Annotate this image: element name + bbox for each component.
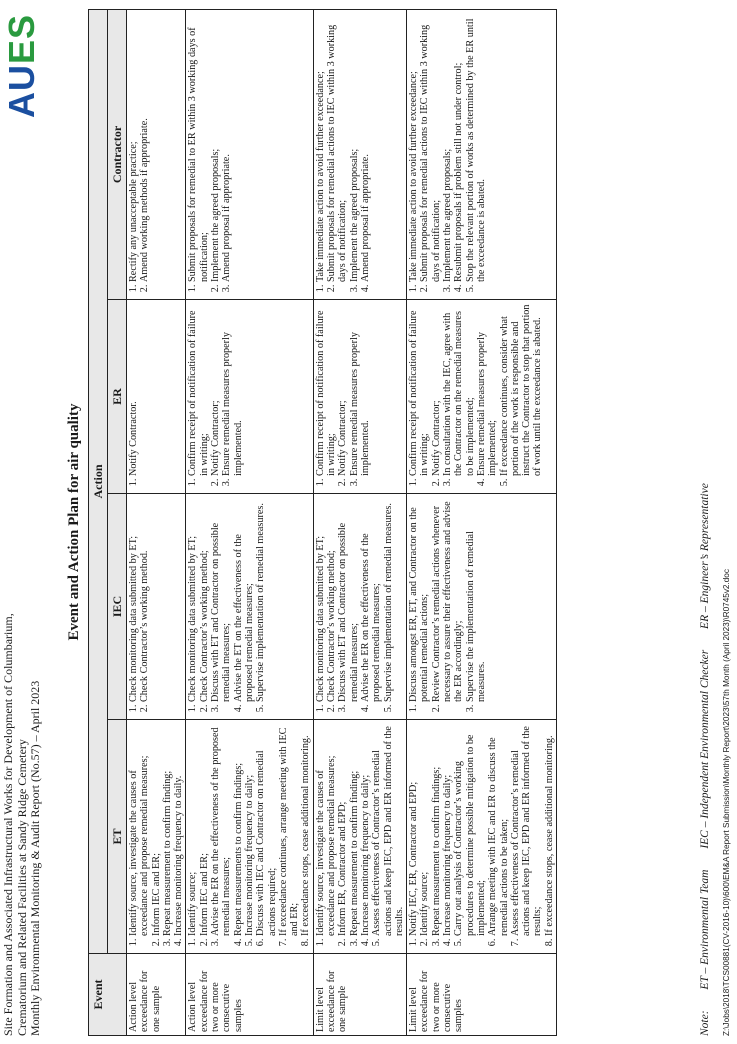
action-item: 1. Identify source, investigate the causes of exceedance and propose remedial measures;	[315, 723, 338, 936]
action-item: 5. Stop the relevant portion of works as determined by the ER until the exceedance is abated.	[465, 13, 488, 282]
action-list	[128, 303, 139, 490]
action-item: 3. Discuss with ET and Contractor on possible remedial measures;	[210, 497, 233, 702]
action-item: 4. Increase monitoring frequency to daily;	[360, 723, 371, 936]
action-item: 3. Implement the agreed proposals;	[442, 13, 453, 282]
er-action-cell	[186, 300, 313, 494]
action-item: 3. Repeat measurement to confirm finding;	[162, 723, 173, 936]
action-item: 5. Supervise implementation of remedial measures.	[383, 497, 394, 702]
contractor-action-cell	[313, 10, 406, 300]
action-item: 6. Arrange meeting with IEC and ER to discuss the remedial actions to be taken;	[487, 723, 510, 936]
event-cell: Action level exceedance for two or more consecutive samples	[186, 954, 313, 1036]
action-item: 2. Check Contractor’s working method;	[199, 497, 210, 702]
er-action-cell	[313, 300, 406, 494]
et-action-cell	[186, 720, 313, 954]
contractor-action-cell	[186, 10, 313, 300]
action-list	[408, 303, 544, 490]
action-item: 2. Inform IEC and ER;	[199, 723, 210, 936]
action-item: 4. Increase monitoring frequency to daily.	[173, 723, 184, 936]
action-item: 3. Repeat measurement to confirm findings;	[431, 723, 442, 936]
action-list	[187, 497, 266, 716]
action-item: 3. Implement the agreed proposals;	[349, 13, 360, 282]
action-item: 2. Inform IEC and ER;	[151, 723, 162, 936]
action-item: 1. Notify IEC, ER, Contractor and EPD;	[408, 723, 419, 936]
action-list	[408, 723, 555, 950]
er-action-cell	[127, 300, 186, 494]
action-item: 4. Increase monitoring frequency to daily;	[442, 723, 453, 936]
event-cell: Limit level exceedance for two or more consecutive samples	[407, 954, 557, 1036]
action-item: 3. Discuss with ET and Contractor on possible remedial measures;	[337, 497, 360, 702]
note-et: ET – Environmental Team	[699, 869, 711, 990]
file-path: Z:\Jobs\2018\TCS00881(CV-2016-10)\600\EM&A Report Submission\Monthly Report\2023\57th Month (April 2023)\R0745v2.doc	[722, 569, 731, 1036]
header-er: ER	[108, 300, 127, 494]
action-item: 8. If exceedance stops, cease additional monitoring.	[544, 723, 555, 936]
action-item: 1. Confirm receipt of notification of failure in writing;	[408, 303, 431, 476]
header-contractor: Contractor	[108, 10, 127, 300]
er-action-cell	[407, 300, 557, 494]
header-line-2: Crematorium and Related Facilities at Sandy Ridge Cemetery	[14, 739, 29, 1036]
action-item: 4. Advise the ER on the effectiveness of the proposed remedial measures;	[360, 497, 383, 702]
action-item: 1. Check monitoring data submitted by ET;	[128, 497, 139, 702]
iec-action-cell	[127, 494, 186, 720]
action-item: 1. Check monitoring data submitted by ET;	[187, 497, 198, 702]
contractor-action-cell	[127, 10, 186, 300]
et-action-cell	[313, 720, 406, 954]
action-item: 2. Review Contractor’s remedial actions whenever necessary to assure their effectiveness and advise the ER accordingly;	[431, 497, 465, 702]
header-et: ET	[108, 720, 127, 954]
action-item: 2. Inform ER, Contractor and EPD;	[337, 723, 348, 936]
note-er: ER – Engineer’s Representative	[699, 483, 711, 629]
header-event: Event	[89, 954, 127, 1036]
note	[699, 465, 711, 1036]
action-item: 5. Assess effectiveness of Contractor’s remedial actions and keep IEC, EPD and ER informed of the results.	[371, 723, 405, 936]
action-item: 2. Check Contractor’s working method.	[139, 497, 150, 702]
action-item: 3. Repeat measurement to confirm finding;	[349, 723, 360, 936]
iec-action-cell	[186, 494, 313, 720]
action-item: 1. Take immediate action to avoid further exceedance;	[315, 13, 326, 282]
action-item: 2. Implement the agreed proposals;	[210, 13, 221, 282]
action-item: 3. Ensure remedial measures properly implemented.	[221, 303, 244, 476]
action-item: 3. Amend proposal if appropriate.	[221, 13, 232, 282]
action-list	[128, 723, 184, 950]
action-item: 2. Notify Contractor;	[210, 303, 221, 476]
action-item: 4. Ensure remedial measures properly implemented;	[476, 303, 499, 476]
action-item: 1. Identify source;	[187, 723, 198, 936]
action-item: 1. Check monitoring data submitted by ET;	[315, 497, 326, 702]
action-item: 5. Carry out analysis of Contractor’s working procedures to determine possible mitigation to be implemented;	[453, 723, 487, 936]
aues-logo: AUES	[1, 14, 42, 119]
action-item: 2. Identify source;	[419, 723, 430, 936]
action-item: 4. Advise the ET on the effectiveness of the proposed remedial measures;	[233, 497, 256, 702]
action-item: 2. Check Contractor’s working method;	[326, 497, 337, 702]
page-title: Event and Action Plan for air quality	[66, 403, 82, 641]
table-row	[186, 10, 313, 1036]
action-item: 5. If exceedance continues, consider what portion of the work is responsible and instruct the Contractor to stop that portion of work until the exceedance is abated.	[499, 303, 544, 476]
iec-action-cell	[313, 494, 406, 720]
header-line-3: Monthly Environmental Monitoring & Audit Report (No.57) – April 2023	[28, 680, 42, 1036]
action-list	[187, 13, 232, 296]
action-list	[187, 303, 243, 490]
document-header	[2, 613, 43, 1036]
action-list	[315, 723, 405, 950]
action-item: 1. Confirm receipt of notification of failure in writing;	[187, 303, 210, 476]
action-item: 2. Notify Contractor;	[431, 303, 442, 476]
action-item: 1. Discuss amongst ER, ET, and Contractor on the potential remedial actions;	[408, 497, 431, 702]
action-list	[128, 497, 151, 716]
action-item: 6. Discuss with IEC and Contractor on remedial actions required;	[255, 723, 278, 936]
action-item: 7. Assess effectiveness of Contractor’s remedial actions and keep IEC, EPD and ER informed of the results;	[510, 723, 544, 936]
contractor-action-cell	[407, 10, 557, 300]
action-item: 2. Amend working methods if appropriate.	[139, 13, 150, 282]
action-item: 4. Resubmit proposals if problem still not under control;	[453, 13, 464, 282]
action-list	[128, 13, 151, 296]
action-item: 1. Confirm receipt of notification of failure in writing;	[315, 303, 338, 476]
action-list	[315, 497, 394, 716]
header-action: Action	[89, 10, 108, 954]
et-action-cell	[127, 720, 186, 954]
action-item: 1. Submit proposals for remedial to ER within 3 working days of notification;	[187, 13, 210, 282]
action-item: 1. Notify Contractor.	[128, 303, 139, 476]
action-item: 2. Submit proposals for remedial actions to IEC within 3 working days of notification;	[419, 13, 442, 282]
table-body	[127, 10, 557, 1036]
action-list	[315, 13, 371, 296]
action-item: 3. Advise the ER on the effectiveness of the proposed remedial measures;	[210, 723, 233, 936]
action-item: 3. Ensure remedial measures properly implemented.	[349, 303, 372, 476]
action-list	[408, 497, 487, 716]
action-item: 7. If exceedance continues, arrange meeting with IEC and ER;	[278, 723, 301, 936]
note-label: Note:	[699, 1010, 711, 1036]
note-iec: IEC – Independent Environmental Checker	[699, 649, 711, 849]
action-list	[408, 13, 487, 296]
action-item: 1. Rectify any unacceptable practice;	[128, 13, 139, 282]
event-cell: Limit level exceedance for one sample	[313, 954, 406, 1036]
header-line-1: Site Formation and Associated Infrastructural Works for Development of Columbarium,	[1, 613, 15, 1036]
table-row	[127, 10, 186, 1036]
action-item: 1. Take immediate action to avoid further exceedance;	[408, 13, 419, 282]
action-item: 4. Amend proposal if appropriate.	[360, 13, 371, 282]
table-row	[407, 10, 557, 1036]
action-item: 4. Repeat measurements to confirm findings;	[233, 723, 244, 936]
action-item: 3. In consultation with the IEC, agree with the Contractor on the remedial measures to be implemented;	[442, 303, 476, 476]
et-action-cell	[407, 720, 557, 954]
event-action-plan-table	[88, 9, 557, 1036]
action-list	[187, 723, 311, 950]
action-item: 5. Increase monitoring frequency to daily;	[244, 723, 255, 936]
action-item: 1. Identify source, investigate the causes of exceedance and propose remedial measures;	[128, 723, 151, 936]
action-list	[315, 303, 371, 490]
action-item: 3. Supervise the implementation of remedial measures.	[465, 497, 488, 702]
action-item: 2. Submit proposals for remedial actions to IEC within 3 working days of notification;	[326, 13, 349, 282]
iec-action-cell	[407, 494, 557, 720]
action-item: 8. If exceedance stops, cease additional monitoring.	[300, 723, 311, 936]
header-iec: IEC	[108, 494, 127, 720]
action-item: 2. Notify Contractor;	[337, 303, 348, 476]
event-cell: Action level exceedance for one sample	[127, 954, 186, 1036]
action-item: 5. Supervise implementation of remedial measures.	[255, 497, 266, 702]
table-row	[313, 10, 406, 1036]
